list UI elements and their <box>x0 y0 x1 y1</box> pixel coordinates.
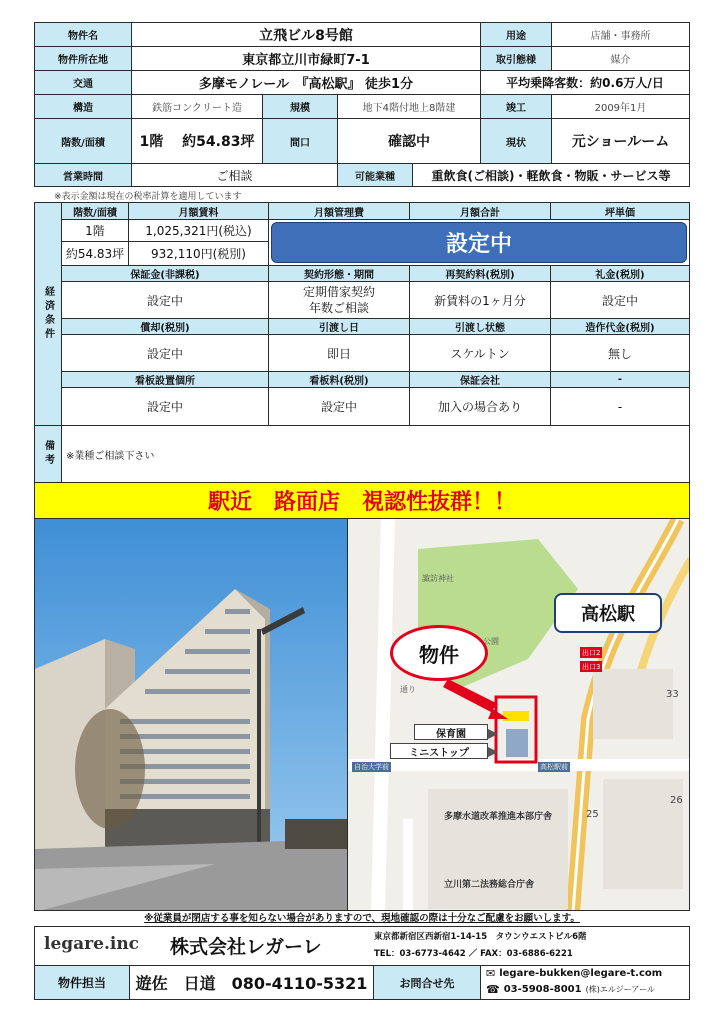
status-value: 元ショールーム <box>551 118 690 164</box>
phone-icon: ☎ <box>486 983 500 996</box>
scale-value: 地下4階付地上8階建 <box>337 94 481 119</box>
eco-fixture-fee: 無し <box>550 334 690 372</box>
eco-header-unit: 坪単価 <box>550 202 690 220</box>
eco-r2h-0: 保証金(非課税) <box>61 265 269 282</box>
map-num-33: 33 <box>666 689 679 700</box>
structure-value: 鉄筋コンクリート造 <box>131 94 263 119</box>
map-base <box>348 519 690 911</box>
eco-header-total: 月額合計 <box>409 202 551 220</box>
company-address: 東京都新宿区西新宿1-14-15 タウンウエストビル6階 <box>374 932 587 942</box>
mail-icon: ✉ <box>486 967 496 980</box>
eco-delivery-date: 即日 <box>268 334 410 372</box>
business-value: 重飲食(ご相談)・軽飲食・物販・サービス等 <box>412 163 690 187</box>
agent-value: 遊佐 日道 080-4110-5321 <box>129 965 374 1000</box>
contact-label: お問合せ先 <box>373 965 481 1000</box>
remarks-text: ※業種ご相談下さい <box>61 425 690 483</box>
building-photo-image <box>35 519 348 911</box>
eco-contract: 定期借家契約 年数ご相談 <box>268 281 410 319</box>
label-structure: 構造 <box>34 94 132 119</box>
completion-value: 2009年1月 <box>551 94 690 119</box>
eco-sign-location: 設定中 <box>61 387 269 426</box>
agent-label: 物件担当 <box>34 965 130 1000</box>
label-address: 物件所在地 <box>34 46 132 71</box>
eco-banner-wrap <box>268 219 690 266</box>
map-stop2: 高松駅前 <box>540 763 568 771</box>
eco-r3h-0: 償却(税別) <box>61 318 269 335</box>
map-num-26: 26 <box>670 795 683 806</box>
eco-r3h-2: 引渡し状態 <box>409 318 551 335</box>
frontage-value: 確認中 <box>337 118 481 164</box>
eco-rent-excl: 932,110円(税別) <box>128 241 269 266</box>
eco-sign-fee: 設定中 <box>268 387 410 426</box>
label-business: 可能業種 <box>337 163 413 187</box>
floor-value: 1階 約54.83坪 <box>131 118 263 164</box>
passengers-value: 平均乗降客数：約0.6万人/日 <box>480 70 690 95</box>
label-floor: 階数/面積 <box>34 118 132 164</box>
tax-note: ※表示金額は現在の税率計算を適用しています <box>54 192 242 202</box>
company-tel-fax: TEL：03-6773-4642 ／ FAX：03-6886-6221 <box>374 949 573 959</box>
eco-renewal: 新賃料の1ヶ月分 <box>409 281 551 319</box>
headline-banner: 駅近 路面店 視認性抜群！！ <box>34 482 690 519</box>
map-exit3: 出口3 <box>582 663 601 671</box>
map-bldg2: 立川第二法務総合庁舎 <box>444 880 535 890</box>
address-value: 東京都立川市緑町7-1 <box>131 46 481 71</box>
map-park: 公園 <box>483 637 499 646</box>
label-frontage: 間口 <box>262 118 338 164</box>
map-nursery-label: 保育園 <box>414 724 488 740</box>
label-property-name: 物件名 <box>34 22 132 47</box>
eco-r2h-2: 再契約料(税別) <box>409 265 551 282</box>
eco-amortization: 設定中 <box>61 334 269 372</box>
use-value: 店舗・事務所 <box>551 22 690 47</box>
map-num-25: 25 <box>586 809 599 820</box>
map-property-label: 物件 <box>390 625 488 681</box>
area-map <box>347 518 690 911</box>
eco-area: 約54.83坪 <box>61 241 129 266</box>
eco-guarantor: 加入の場合あり <box>409 387 551 426</box>
map-shrine: 諏訪神社 <box>422 574 454 583</box>
eco-r4h-1: 看板料(税別) <box>268 371 410 388</box>
deal-value: 媒介 <box>551 46 690 71</box>
eco-r4h-2: 保証会社 <box>409 371 551 388</box>
hours-value: ご相談 <box>131 163 338 187</box>
label-scale: 規模 <box>262 94 338 119</box>
map-bldg1: 多摩水道改革推進本部庁舎 <box>444 812 553 822</box>
access-value: 多摩モノレール 『高松駅』 徒歩1分 <box>131 70 481 95</box>
contact-phone[interactable]: ☎ 03-5908-8001 (株)エルジーアール <box>486 983 655 996</box>
building-photo <box>34 518 348 911</box>
map-station-label: 高松駅 <box>554 593 662 633</box>
eco-r3h-1: 引渡し日 <box>268 318 410 335</box>
label-hours: 営業時間 <box>34 163 132 187</box>
eco-r2h-1: 契約形態・期間 <box>268 265 410 282</box>
contact-email[interactable]: ✉ legare-bukken@legare-t.com <box>486 967 663 980</box>
footer-disclaimer: ※従業員が閉店する事を知らない場合がありますので、現地確認の際は十分なご配慮をお願いします。 <box>144 913 580 924</box>
eco-header-rent: 月額賃料 <box>128 202 269 220</box>
eco-deposit: 設定中 <box>61 281 269 319</box>
map-exit2: 出口2 <box>582 649 601 657</box>
eco-r3h-3: 造作代金(税別) <box>550 318 690 335</box>
eco-r4h-0: 看板設置個所 <box>61 371 269 388</box>
property-name: 立飛ビル8号館 <box>131 22 481 47</box>
eco-floor: 1階 <box>61 219 129 242</box>
label-use: 用途 <box>480 22 552 47</box>
label-deal: 取引態様 <box>480 46 552 71</box>
eco-header-floor: 階数/面積 <box>61 202 129 220</box>
eco-r4h-3: - <box>550 371 690 388</box>
eco-blank: - <box>550 387 690 426</box>
company-logo: legare.inc <box>44 934 140 954</box>
label-access: 交通 <box>34 70 132 95</box>
label-status: 現状 <box>480 118 552 164</box>
eco-r2h-3: 礼金(税別) <box>550 265 690 282</box>
map-ministop-label: ミニストップ <box>390 743 488 759</box>
eco-rent-incl: 1,025,321円(税込) <box>128 219 269 242</box>
label-completion: 竣工 <box>480 94 552 119</box>
company-name: 株式会社レガーレ <box>170 936 322 958</box>
eco-setting-banner: 設定中 <box>271 222 687 263</box>
economy-side-label: 経済条件 <box>34 202 62 426</box>
remarks-side-label: 備考 <box>34 425 62 483</box>
map-stop1: 自治大学前 <box>354 763 389 771</box>
map-road: 通り <box>400 685 416 694</box>
eco-delivery-state: スケルトン <box>409 334 551 372</box>
eco-header-mgmt: 月額管理費 <box>268 202 410 220</box>
eco-key-money: 設定中 <box>550 281 690 319</box>
